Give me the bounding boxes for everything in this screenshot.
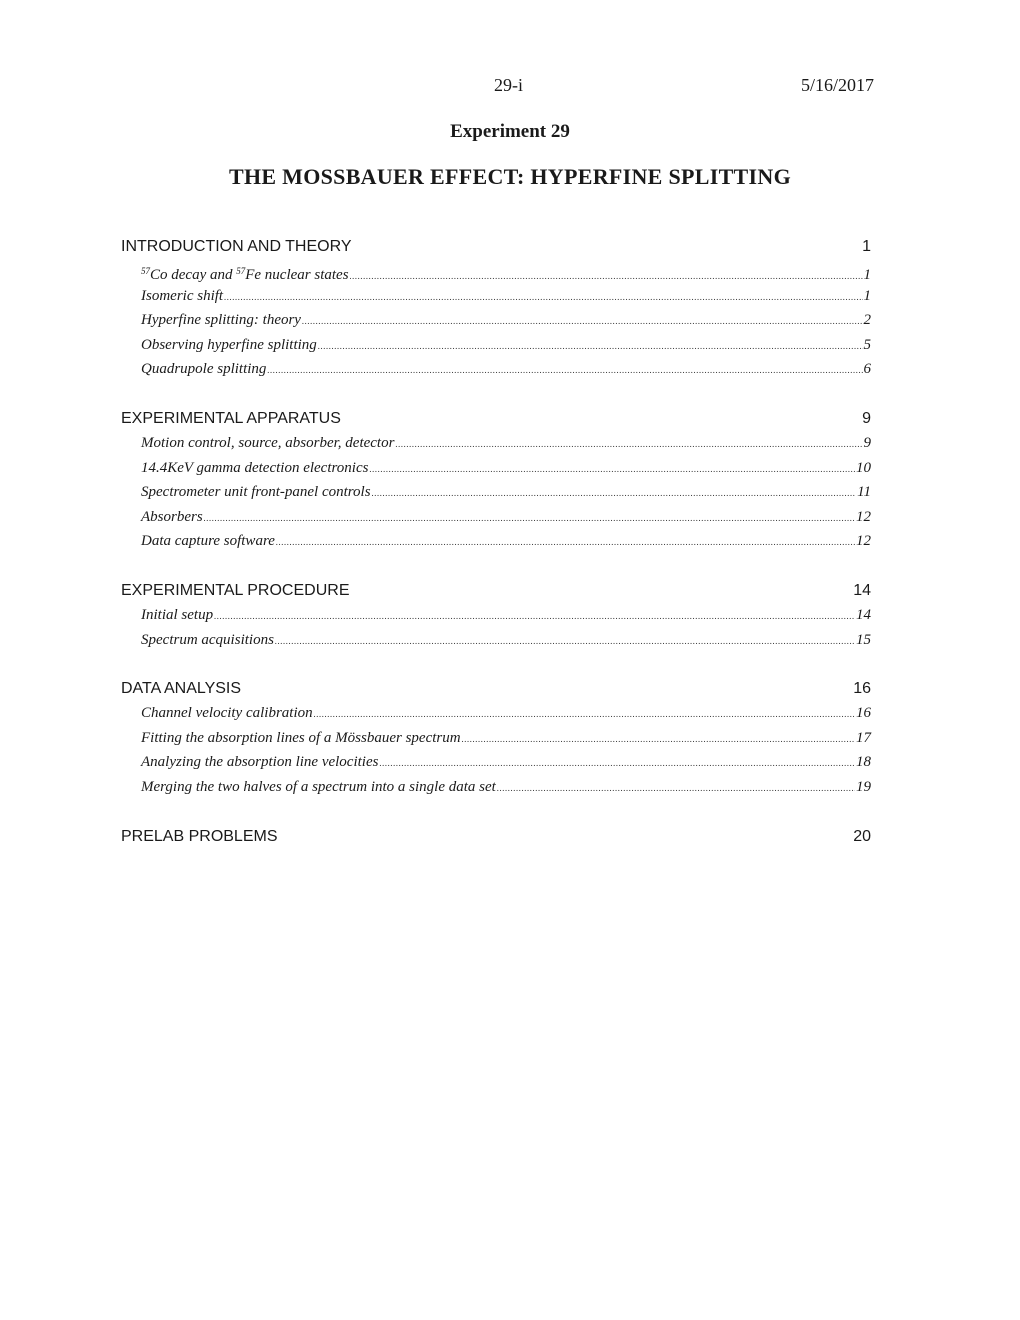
toc-entry[interactable] — [141, 726, 871, 751]
toc-entry[interactable] — [141, 259, 871, 284]
entry-page-number: 18 — [856, 754, 871, 771]
entry-page-number: 15 — [856, 631, 871, 648]
toc-entry[interactable] — [141, 750, 871, 775]
entry-title: Merging the two halves of a spectrum into a single data set — [141, 778, 496, 795]
dot-leader — [395, 432, 862, 457]
entry-page-number: 9 — [863, 434, 871, 451]
toc-entry[interactable] — [141, 529, 871, 554]
dot-leader — [275, 629, 855, 654]
entry-page-number: 2 — [863, 312, 871, 329]
toc-entry[interactable] — [141, 628, 871, 653]
entry-page-number: 14 — [856, 606, 871, 623]
entry-page-number: 12 — [856, 508, 871, 525]
toc-section-heading[interactable] — [121, 407, 871, 431]
table-of-contents — [121, 235, 871, 874]
section-page-number: 9 — [862, 409, 871, 427]
dot-leader — [379, 751, 855, 776]
entry-page-number: 17 — [856, 729, 871, 746]
dot-leader — [204, 506, 855, 531]
entry-page-number: 12 — [856, 533, 871, 550]
entry-title: Quadrupole splitting — [141, 361, 267, 378]
section-title: EXPERIMENTAL PROCEDURE — [121, 581, 350, 599]
section-title: EXPERIMENTAL APPARATUS — [121, 409, 341, 427]
entry-title-part: Fe nuclear states — [245, 267, 349, 283]
toc-section-heading[interactable] — [121, 579, 871, 603]
dot-leader — [369, 457, 855, 482]
section-title: DATA ANALYSIS — [121, 680, 242, 698]
toc-entry[interactable] — [141, 357, 871, 382]
entry-title: Data capture software — [141, 533, 275, 550]
dot-leader — [314, 702, 855, 727]
entry-title: Isomeric shift — [141, 287, 224, 304]
superscript: 57 — [141, 266, 150, 276]
toc-entry[interactable] — [141, 505, 871, 530]
dot-leader — [214, 604, 855, 629]
entry-page-number: 1 — [863, 287, 871, 304]
entry-title: Observing hyperfine splitting — [141, 336, 317, 353]
toc-entry[interactable] — [141, 333, 871, 358]
section-page-number: 14 — [853, 581, 871, 599]
toc-section-apparatus — [121, 407, 871, 554]
entry-page-number: 11 — [857, 484, 871, 501]
toc-section-introduction — [121, 235, 871, 382]
entry-title: Absorbers — [141, 508, 203, 525]
entry-page-number: 6 — [863, 361, 871, 378]
dot-leader — [302, 309, 863, 334]
toc-section-heading[interactable] — [121, 677, 871, 701]
toc-section-heading[interactable] — [121, 235, 871, 259]
section-page-number: 1 — [862, 238, 871, 255]
experiment-number: Experiment 29 — [450, 121, 570, 142]
document-date: 5/16/2017 — [801, 75, 875, 95]
dot-leader — [276, 530, 855, 555]
page-number: 29-i — [494, 75, 523, 95]
dot-leader — [372, 481, 857, 506]
section-page-number: 16 — [853, 680, 871, 698]
toc-entry[interactable] — [141, 431, 871, 456]
section-title: INTRODUCTION AND THEORY — [121, 238, 352, 255]
toc-entry[interactable] — [141, 456, 871, 481]
toc-entry[interactable] — [141, 603, 871, 628]
section-title: PRELAB PROBLEMS — [121, 827, 278, 845]
section-page-number: 20 — [853, 827, 871, 845]
toc-section-heading[interactable] — [121, 825, 871, 849]
entry-title: 14.4KeV gamma detection electronics — [141, 459, 369, 476]
dot-leader — [318, 334, 863, 359]
entry-title-part: Co decay and — [150, 267, 237, 283]
entry-page-number: 10 — [856, 459, 871, 476]
dot-leader — [497, 776, 855, 801]
toc-entry[interactable] — [141, 775, 871, 800]
dot-leader — [267, 358, 862, 383]
toc-entry[interactable] — [141, 480, 871, 505]
entry-page-number: 1 — [863, 267, 871, 283]
toc-entry[interactable] — [141, 284, 871, 309]
entry-title: Fitting the absorption lines of a Mössbauer spectrum — [141, 729, 461, 746]
superscript: 57 — [236, 266, 246, 276]
entry-title: Analyzing the absorption line velocities — [141, 754, 379, 771]
entry-page-number: 16 — [856, 705, 871, 722]
entry-title: Channel velocity calibration — [141, 705, 313, 722]
entry-title: Initial setup — [141, 606, 214, 623]
toc-entry[interactable] — [141, 308, 871, 333]
entry-page-number: 5 — [863, 336, 871, 353]
entry-title: Spectrometer unit front-panel controls — [141, 484, 371, 501]
dot-leader — [224, 285, 862, 310]
entry-title: Spectrum acquisitions — [141, 631, 274, 648]
entry-title: Hyperfine splitting: theory — [141, 312, 301, 329]
toc-entry[interactable] — [141, 701, 871, 726]
toc-section-prelab — [121, 825, 871, 849]
toc-section-procedure — [121, 579, 871, 652]
entry-page-number: 19 — [856, 778, 871, 795]
entry-title: Motion control, source, absorber, detector — [141, 434, 395, 451]
toc-section-data-analysis — [121, 677, 871, 799]
dot-leader — [462, 727, 855, 752]
page-title: THE MOSSBAUER EFFECT: HYPERFINE SPLITTING — [229, 164, 791, 189]
